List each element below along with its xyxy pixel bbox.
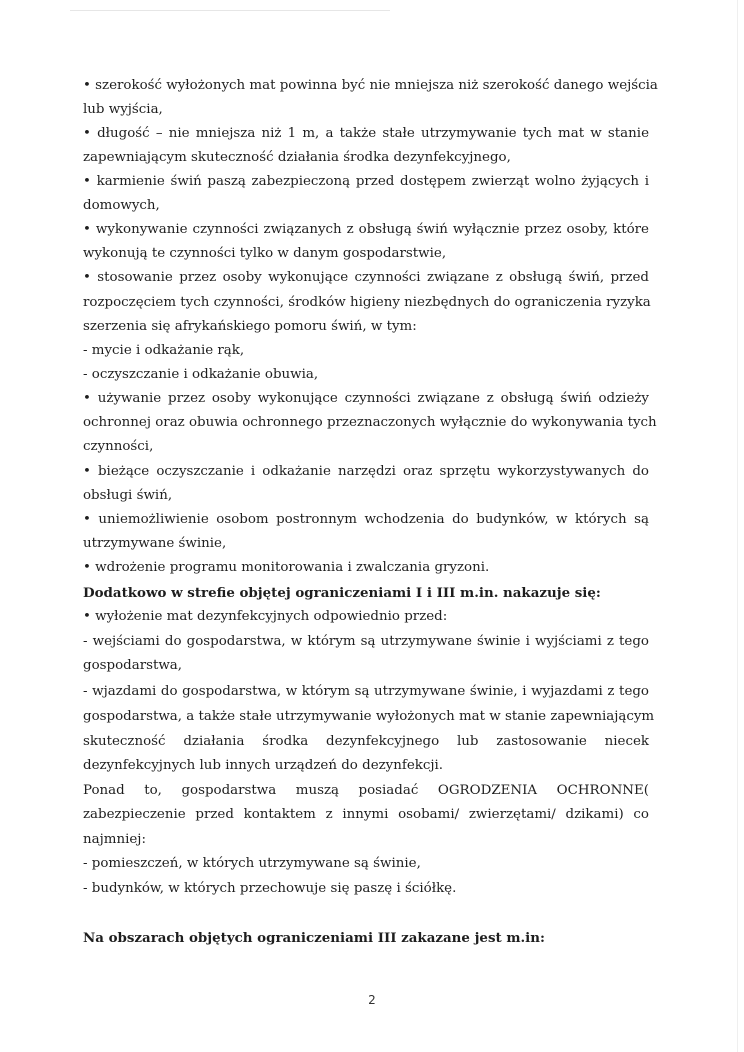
text-line: zapewniającym skuteczność działania środka dezynfekcyjnego, bbox=[83, 150, 511, 165]
text-line: • szerokość wyłożonych mat powinna być nie mniejsza niż szerokość danego wejścia bbox=[83, 78, 658, 93]
text-line: zabezpieczenie przed kontaktem z innymi osobami/ zwierzętami/ dzikami) co bbox=[83, 807, 649, 822]
text-line: • stosowanie przez osoby wykonujące czynności związane z obsługą świń, przed bbox=[83, 270, 649, 285]
section-heading: Dodatkowo w strefie objętej ograniczeniami I i III m.in. nakazuje się: bbox=[83, 585, 601, 601]
text-line: • karmienie świń paszą zabezpieczoną przed dostępem zwierząt wolno żyjących i bbox=[83, 174, 649, 189]
text-line: szerzenia się afrykańskiego pomoru świń, w tym: bbox=[83, 319, 417, 334]
text-line: gospodarstwa, bbox=[83, 658, 183, 673]
scan-edge-top bbox=[70, 10, 390, 11]
text-line: • uniemożliwienie osobom postronnym wchodzenia do budynków, w których są bbox=[83, 512, 649, 527]
section-heading: Na obszarach objętych ograniczeniami III zakazane jest m.in: bbox=[83, 930, 545, 946]
text-line: utrzymywane świnie, bbox=[83, 536, 227, 551]
text-line: • bieżące oczyszczanie i odkażanie narzędzi oraz sprzętu wykorzystywanych do bbox=[83, 464, 649, 479]
text-line: najmniej: bbox=[83, 832, 146, 847]
text-line: • wykonywanie czynności związanych z obsługą świń wyłącznie przez osoby, które bbox=[83, 222, 649, 237]
text-line: • długość – nie mniejsza niż 1 m, a także stałe utrzymywanie tych mat w stanie bbox=[83, 126, 649, 141]
text-line: - wjazdami do gospodarstwa, w którym są utrzymywane świnie, i wyjazdami z tego bbox=[83, 684, 649, 699]
text-line: dezynfekcyjnych lub innych urządzeń do dezynfekcji. bbox=[83, 758, 444, 773]
text-line: obsługi świń, bbox=[83, 488, 173, 503]
text-line: czynności, bbox=[83, 439, 154, 454]
text-line: - pomieszczeń, w których utrzymywane są świnie, bbox=[83, 856, 421, 871]
text-line: domowych, bbox=[83, 198, 160, 213]
text-line: rozpoczęciem tych czynności, środków higieny niezbędnych do ograniczenia ryzyka bbox=[83, 295, 651, 310]
text-line: lub wyjścia, bbox=[83, 102, 163, 117]
text-line: - budynków, w których przechowuje się paszę i ściółkę. bbox=[83, 881, 457, 896]
text-line: wykonują te czynności tylko w danym gospodarstwie, bbox=[83, 246, 447, 261]
text-line: • wyłożenie mat dezynfekcyjnych odpowiednio przed: bbox=[83, 609, 448, 624]
page-number: 2 bbox=[368, 993, 376, 1007]
text-line: - oczyszczanie i odkażanie obuwia, bbox=[83, 367, 319, 382]
scan-edge-right bbox=[737, 0, 738, 1052]
text-line: ochronnej oraz obuwia ochronnego przeznaczonych wyłącznie do wykonywania tych bbox=[83, 415, 657, 430]
text-line: skuteczność działania środka dezynfekcyjnego lub zastosowanie niecek bbox=[83, 734, 649, 749]
text-line: Ponad to, gospodarstwa muszą posiadać OGRODZENIA OCHRONNE( bbox=[83, 783, 649, 798]
text-line: - wejściami do gospodarstwa, w którym są utrzymywane świnie i wyjściami z tego bbox=[83, 634, 649, 649]
text-line: - mycie i odkażanie rąk, bbox=[83, 343, 245, 358]
text-line: gospodarstwa, a także stałe utrzymywanie wyłożonych mat w stanie zapewniającym bbox=[83, 709, 655, 724]
text-line: • wdrożenie programu monitorowania i zwalczania gryzoni. bbox=[83, 560, 490, 575]
text-line: • używanie przez osoby wykonujące czynności związane z obsługą świń odzieży bbox=[83, 391, 649, 406]
